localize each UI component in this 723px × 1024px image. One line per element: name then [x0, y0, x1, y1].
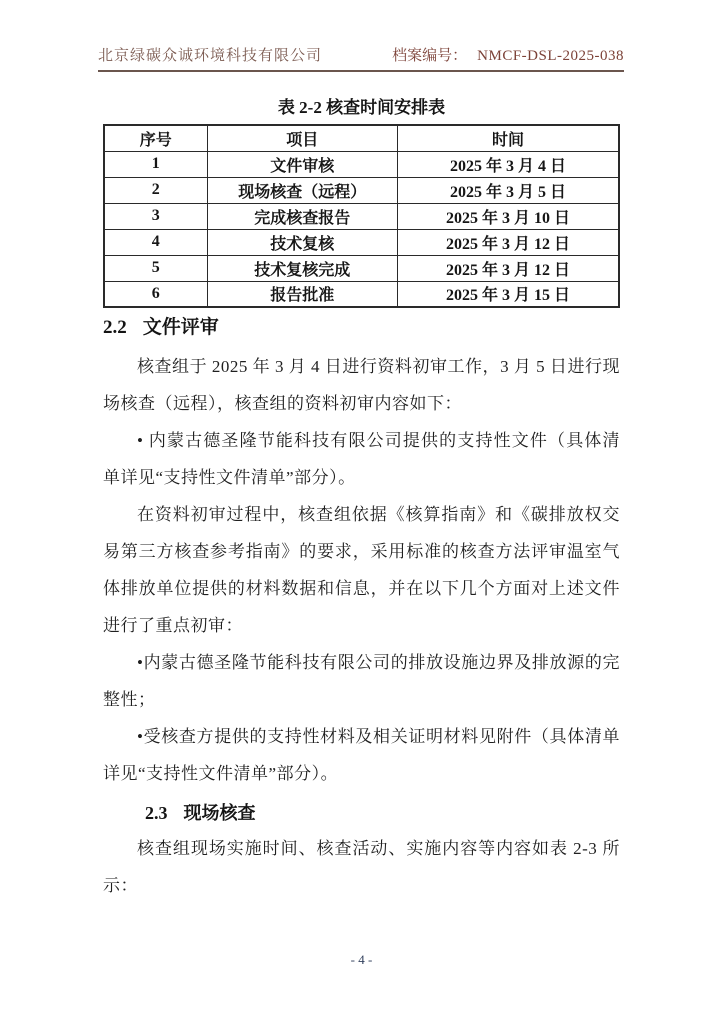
cell-no: 2 [104, 177, 207, 203]
cell-item: 文件审核 [207, 151, 398, 177]
archive-number: NMCF-DSL-2025-038 [477, 48, 624, 64]
column-header-item: 项目 [207, 125, 398, 151]
column-header-no: 序号 [104, 125, 207, 151]
archive-number-field [392, 44, 624, 65]
cell-item: 报告批准 [207, 281, 398, 307]
table-row [104, 177, 619, 203]
schedule-table [103, 124, 620, 308]
table-row [104, 203, 619, 229]
page-number: - 4 - [350, 952, 373, 967]
company-name: 北京绿碳众诚环境科技有限公司 [98, 48, 323, 64]
bullet-paragraph: •受核查方提供的支持性材料及相关证明材料见附件（具体清单详见“支持性文件清单”部分）。 [103, 727, 620, 783]
cell-time: 2025 年 3 月 12 日 [398, 255, 619, 281]
table-header-row [104, 125, 619, 151]
column-header-time: 时间 [398, 125, 619, 151]
section-title: 文件评审 [142, 317, 219, 338]
table-row [104, 281, 619, 307]
paragraph: 在资料初审过程中，核查组依据《核算指南》和《碳排放权交易第三方核查参考指南》的要求，采用标准的核查方法评审温室气体排放单位提供的材料数据和信息，并在以下几个方面对上述文件进行了重点初审： [103, 505, 620, 635]
section-heading-2-2 [103, 315, 620, 341]
cell-no: 5 [104, 255, 207, 281]
section-number: 2.3 [145, 803, 168, 823]
cell-no: 1 [104, 151, 207, 177]
cell-time: 2025 年 3 月 12 日 [398, 229, 619, 255]
cell-item: 现场核查（远程） [207, 177, 398, 203]
section-2-3-body [103, 830, 620, 904]
section-heading-2-3 [145, 800, 620, 826]
paragraph: 核查组于 2025 年 3 月 4 日进行资料初审工作，3 月 5 日进行现场核查（远程），核查组的资料初审内容如下： [103, 357, 620, 413]
paragraph: 核查组现场实施时间、核查活动、实施内容等内容如表 2-3 所示： [103, 839, 620, 895]
cell-no: 4 [104, 229, 207, 255]
section-title: 现场核查 [183, 803, 256, 823]
cell-time: 2025 年 3 月 15 日 [398, 281, 619, 307]
cell-time: 2025 年 3 月 5 日 [398, 177, 619, 203]
page-content [103, 94, 620, 904]
archive-label: 档案编号： [392, 48, 468, 64]
table-title: 表 2-2 核查时间安排表 [277, 98, 446, 117]
cell-no: 6 [104, 281, 207, 307]
page-header [98, 44, 624, 72]
cell-item: 技术复核完成 [207, 255, 398, 281]
bullet-paragraph: • 内蒙古德圣隆节能科技有限公司提供的支持性文件（具体清单详见“支持性文件清单”部分）。 [103, 431, 620, 487]
cell-time: 2025 年 3 月 10 日 [398, 203, 619, 229]
table-row [104, 151, 619, 177]
table-row [104, 255, 619, 281]
cell-item: 技术复核 [207, 229, 398, 255]
section-2-2-body [103, 348, 620, 792]
section-number: 2.2 [103, 317, 127, 338]
cell-item: 完成核查报告 [207, 203, 398, 229]
cell-no: 3 [104, 203, 207, 229]
cell-time: 2025 年 3 月 4 日 [398, 151, 619, 177]
page-footer [0, 952, 723, 968]
bullet-paragraph: •内蒙古德圣隆节能科技有限公司的排放设施边界及排放源的完整性； [103, 653, 620, 709]
table-row [104, 229, 619, 255]
